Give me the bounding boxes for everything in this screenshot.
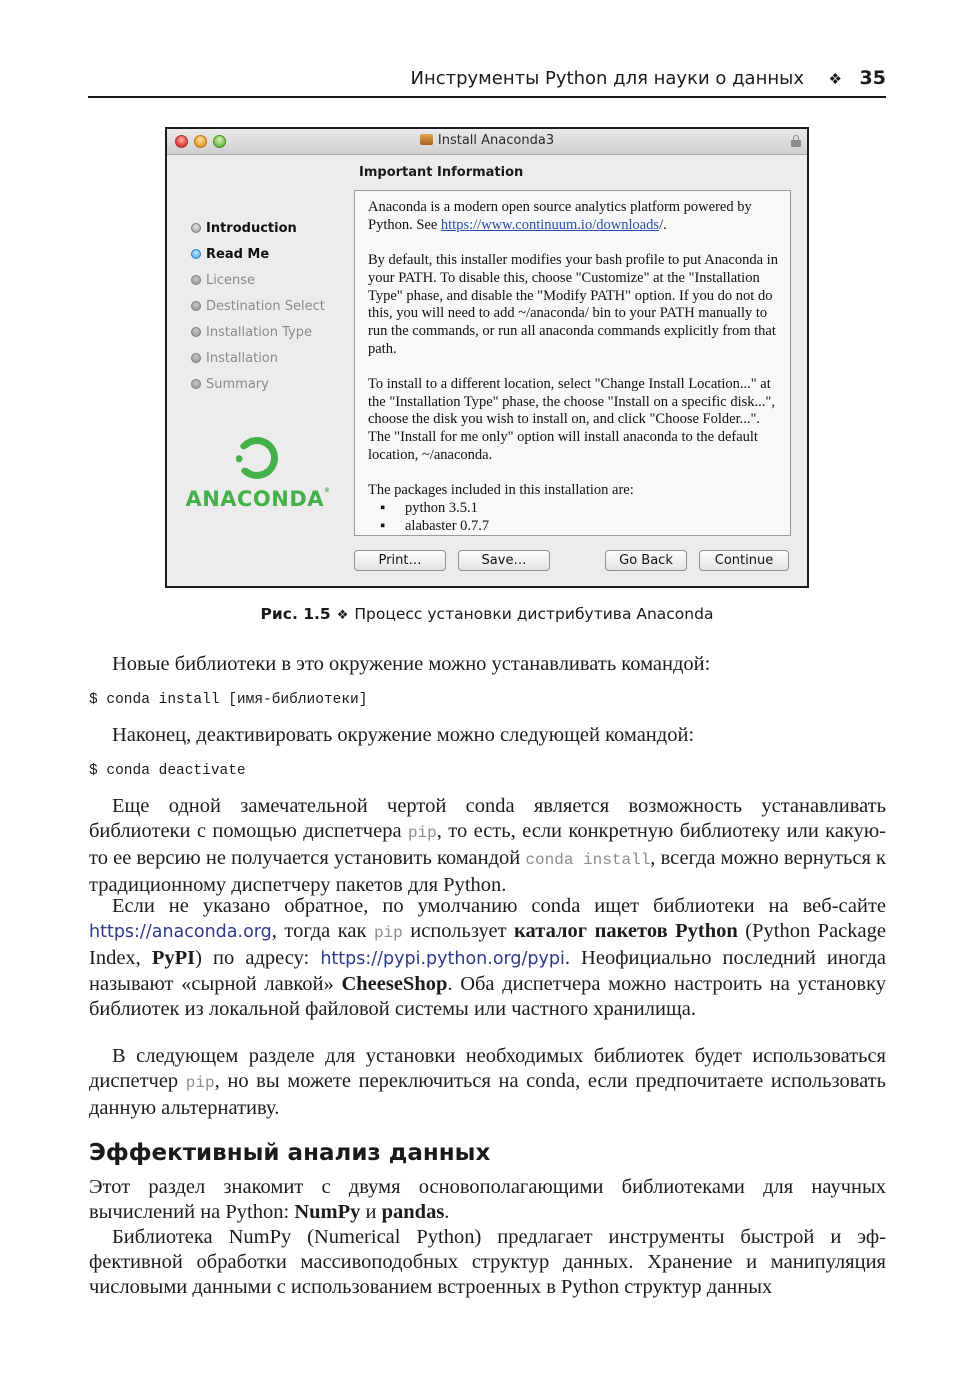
running-header [88,64,886,98]
inline-code: conda install [525,851,651,869]
step-read-me [191,241,325,267]
step-label: Introduction [206,220,297,236]
caption-text: Процесс установки дистрибутива Anaconda [354,605,714,623]
step-current-icon [191,249,201,259]
text-run: Еще одной замечательной чертой conda является возможность устанавливать библиотеки с помощью диспетчера [89,795,886,842]
paragraph [89,894,886,1022]
step-pending-icon [191,327,201,337]
step-label: Summary [206,376,269,392]
readme-paragraph: To install to a different location, select "Change Install Location..." at the "Installation Type" phase, the choose "Install on a specific disk...", choose the disk you wish to install on, and click "Choose Folder...". The "Install for me only" option will install anaconda to the default location, ~/anaconda. [368,376,775,463]
code-line: $ conda install [имя-библиотеки] [89,692,368,708]
package-icon [420,134,433,145]
paragraph [89,1175,886,1225]
paragraph: Новые библиотеки в это окружение можно устанавливать командой: [112,653,711,675]
package-list [368,500,778,535]
text-run: . [444,1201,450,1223]
bold-term: PyPI [151,947,196,969]
step-installation [191,345,325,371]
anaconda-ring-icon [236,437,278,479]
bold-term: NumPy [294,1201,361,1223]
figure-caption [0,605,974,623]
window-titlebar[interactable] [167,129,807,155]
step-pending-icon [191,301,201,311]
paragraph: Библиотека NumPy (Numerical Python) предлагает инструменты быстрой и эффективной обработки массивоподобных структур данных. Хранение и манипуляция числовыми данными с использованием встроенных в Python структур данных [89,1226,886,1298]
paragraph [89,1044,886,1121]
text-run: Этот раздел знакомит с двумя основополагающими библиотеками для научных вычислений на Python: [89,1176,886,1223]
bold-term: pandas [381,1201,445,1223]
inline-code: pip [407,824,437,842]
step-summary [191,371,325,397]
bold-term: CheeseShop [341,973,448,995]
ornament-icon: ❖ [828,72,842,88]
paragraph [89,794,886,898]
step-label: Installation Type [206,324,312,340]
text-run: . Оба диспетчера можно настроить на установку библиотек из локальной файловой системы или частного хранилища. [89,973,886,1020]
anaconda-wordmark [183,487,333,511]
readme-text: Anaconda is a modern open source analytics platform powered by Python. See [368,199,752,233]
step-label: License [206,272,256,288]
readme-paragraph: By default, this installer modifies your bash profile to put Anaconda in your PATH. To disable this, choose "Customize" at the "Installation Type" phase, and disable the "Modify PATH" option. If you do not do this, you will need to add ~/anaconda/ bin to your PATH manually to run the commands, or run all anaconda commands explicitly from that path. [368,252,778,357]
text-run: и [360,1201,382,1223]
ornament-icon: ❖ [336,608,349,623]
step-destination-select [191,293,325,319]
step-pending-icon [191,379,201,389]
readme-paragraph: The packages included in this installation are: [368,482,634,499]
bullet-icon: ▪ [380,499,386,516]
readme-paragraph [368,199,778,234]
inline-code: pip [185,1074,215,1092]
package-name: alabaster 0.7.7 [405,517,490,534]
go-back-button[interactable]: Go Back [605,550,687,571]
save-button[interactable]: Save… [458,550,550,571]
section-heading: Эффективный анализ данных [89,1140,491,1166]
anaconda-logo [183,437,333,517]
readme-text: /. [659,216,667,233]
step-license [191,267,325,293]
running-header-title: Инструменты Python для науки о данных [410,68,804,89]
bold-term: каталог пакетов Python [514,920,738,942]
print-button[interactable]: Print… [354,550,446,571]
step-label: Destination Select [206,298,325,314]
readme-text-area[interactable] [354,190,791,536]
text-run: , тогда как [271,920,374,942]
text-run: В следующем разделе для установки необходимых библиотек будет использоваться диспетчер [89,1045,886,1092]
figure-number: Рис. 1.5 [260,605,331,623]
pypi-link[interactable]: https://pypi.python.org/pypi [320,949,565,969]
wordmark-text: ANACONDA [185,487,325,511]
lock-icon[interactable] [791,135,801,147]
installer-window-figure [165,127,809,588]
inline-code: pip [373,924,403,942]
text-run: , то есть, если конкретную библиотеку или какую-то ее версию не получается установить командой [89,820,886,869]
text-run: ) по адресу: [195,947,321,969]
package-name: python 3.5.1 [405,499,478,516]
text-run: (Python Package Index, [89,920,886,969]
text-run: . Неофициально последний иногда называют «сырной лавкой» [89,947,886,995]
text-run: Если не указано обратное, по умолчанию conda ищет библиотеки на веб-сайте [112,895,886,917]
step-pending-icon [191,275,201,285]
page-number: 35 [859,67,886,89]
step-label: Read Me [206,246,270,262]
continue-button[interactable]: Continue [699,550,789,571]
step-installation-type [191,319,325,345]
step-label: Installation [206,350,279,366]
content-heading: Important Information [359,165,524,180]
registered-mark: ® [324,487,331,494]
window-title [167,133,807,148]
anaconda-org-link[interactable]: https://anaconda.org [89,922,272,942]
code-line: $ conda deactivate [89,763,246,779]
package-item [368,500,778,518]
bullet-icon: ▪ [380,517,386,534]
text-run: , но вы можете переключиться на conda, если предпочитаете использовать данную альтернативу. [89,1070,886,1119]
window-title-text: Install Anaconda3 [437,133,555,148]
step-done-icon [191,223,201,233]
step-pending-icon [191,353,201,363]
text-run: использует [402,920,515,942]
package-item [368,518,778,536]
paragraph: Наконец, деактивировать окружение можно следующей командой: [112,724,695,746]
text-run: , всегда можно вернуться к традиционному диспетчеру пакетов для Python. [89,847,886,896]
step-introduction [191,215,325,241]
downloads-link[interactable]: https://www.continuum.io/downloads [440,216,660,233]
installer-steps [191,215,325,397]
